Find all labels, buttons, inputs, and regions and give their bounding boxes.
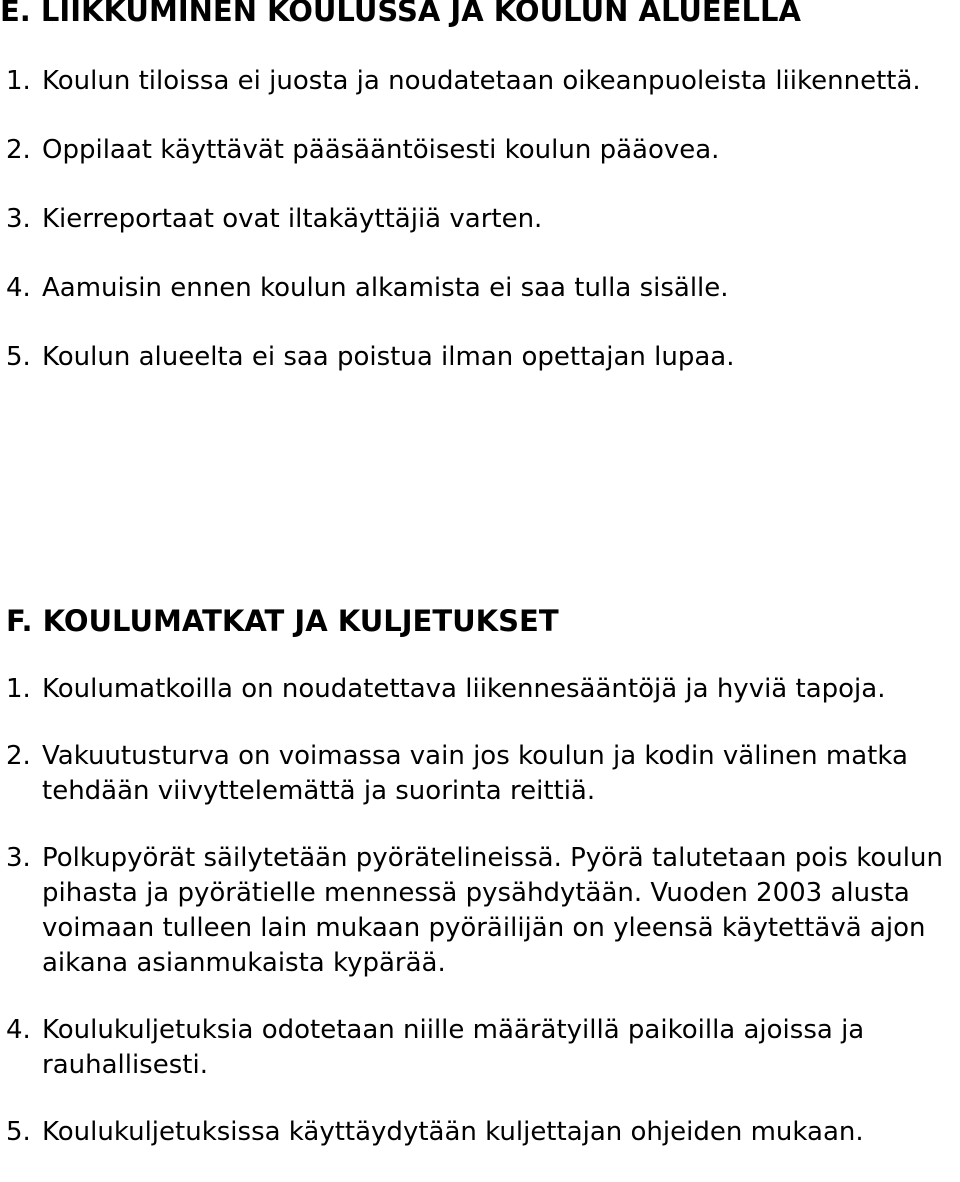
item-number: 5. (6, 1117, 31, 1147)
item-text: Koulun alueelta ei saa poistua ilman opettajan lupaa. (42, 342, 735, 372)
item-text: Oppilaat käyttävät pääsääntöisesti koulun pääovea. (42, 135, 720, 165)
list-item (6, 133, 956, 168)
item-text: Koulukuljetuksia odotetaan niille määrätyillä paikoilla ajoissa ja rauhallisesti. (42, 1015, 865, 1080)
list-item (6, 1013, 956, 1083)
item-number: 1. (6, 66, 31, 96)
section-f-list (6, 672, 956, 1182)
item-number: 3. (6, 204, 31, 234)
list-item (6, 202, 956, 237)
item-number: 5. (6, 342, 31, 372)
list-item (6, 841, 956, 981)
section-e-list (6, 64, 956, 409)
item-number: 3. (6, 843, 31, 873)
item-text: Koulun tiloissa ei juosta ja noudatetaan oikeanpuoleista liikennettä. (42, 66, 921, 96)
item-number: 4. (6, 1015, 31, 1045)
list-item (6, 739, 956, 809)
item-text: Kierreportaat ovat iltakäyttäjiä varten. (42, 204, 543, 234)
item-number: 2. (6, 135, 31, 165)
section-e-heading: E. LIIKKUMINEN KOULUSSA JA KOULUN ALUEELLA (0, 0, 801, 28)
item-number: 4. (6, 273, 31, 303)
list-item (6, 271, 956, 306)
list-item (6, 340, 956, 375)
item-text: Koulukuljetuksissa käyttäydytään kuljettajan ohjeiden mukaan. (42, 1117, 864, 1147)
item-text: Koulumatkoilla on noudatettava liikennesääntöjä ja hyviä tapoja. (42, 674, 886, 704)
list-item (6, 672, 956, 707)
section-f-heading: F. KOULUMATKAT JA KULJETUKSET (6, 604, 559, 638)
item-text: Aamuisin ennen koulun alkamista ei saa tulla sisälle. (42, 273, 729, 303)
item-text: Polkupyörät säilytetään pyörätelineissä. Pyörä talutetaan pois koulun pihasta ja pyörätielle mennessä pysähdytään. Vuoden 2003 alusta voimaan tulleen lain mukaan pyöräilijän on yleensä käytettävä ajon aikana asianmukaista kypärää. (42, 843, 943, 978)
item-text: Vakuutusturva on voimassa vain jos koulun ja kodin välinen matka tehdään viivyttelemättä ja suorinta reittiä. (42, 741, 908, 806)
item-number: 1. (6, 674, 31, 704)
list-item (6, 1115, 956, 1150)
item-number: 2. (6, 741, 31, 771)
list-item (6, 64, 956, 99)
